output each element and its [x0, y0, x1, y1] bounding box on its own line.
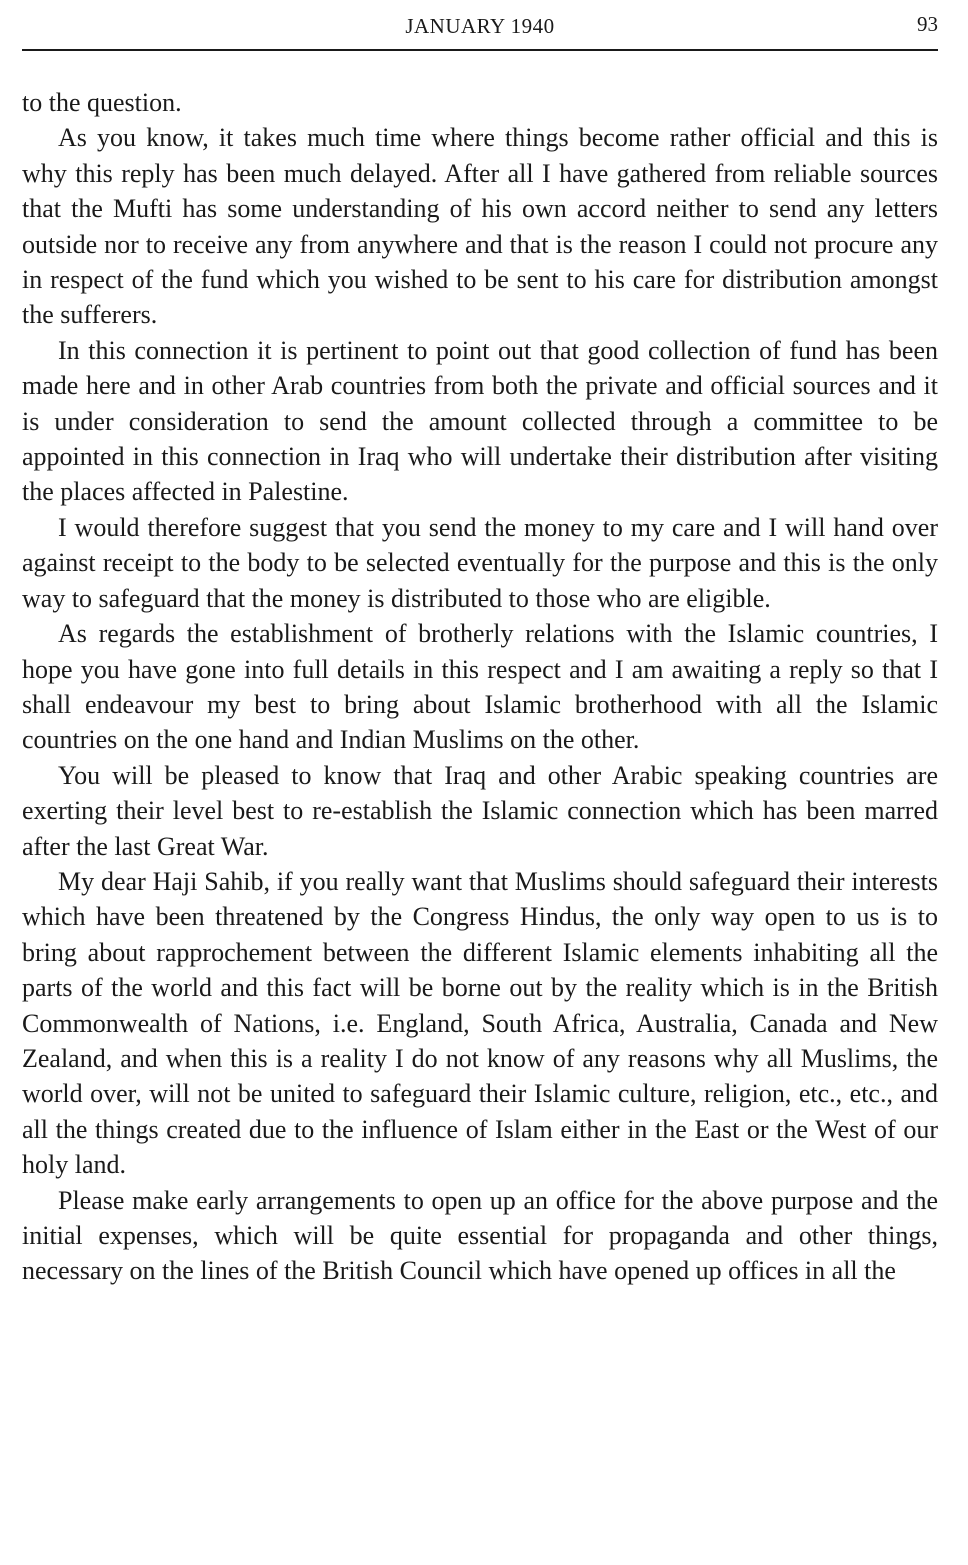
running-title: JANUARY 1940 — [405, 14, 555, 38]
paragraph: You will be pleased to know that Iraq and other Arabic speaking countries are exerting their level best to re-establish the Islamic connection which has been marred after the last Great War. — [22, 760, 938, 861]
header-rule — [22, 49, 938, 51]
paragraph: Please make early arrangements to open up an office for the above purpose and the initial expenses, which will be quite essential for propaganda and other things, necessary on the lines of the British Council which have opened up offices in all the — [22, 1185, 938, 1286]
paragraph: In this connection it is pertinent to point out that good collection of fund has been made here and in other Arab countries from both the private and official sources and it is under consideration to send the amount collected through a committee to be appointed in this connection in Iraq who will undertake their distribution after visiting the places affected in Palestine. — [22, 335, 938, 507]
paragraph: As you know, it takes much time where things become rather official and this is why this reply has been much delayed. After all I have gathered from reliable sources that the Mufti has some understanding of his own accord neither to send any letters outside nor to receive any from anywhere and that is the reason I could not procure any in respect of the fund which you wished to be sent to his care for distribution amongst the sufferers. — [22, 123, 938, 330]
paragraph: I would therefore suggest that you send the money to my care and I will hand over against receipt to the body to be selected eventually for the purpose and this is the only way to safeguard that the money is distributed to those who are eligible. — [22, 512, 938, 613]
paragraph-continued: to the question. — [22, 88, 182, 117]
paragraph: My dear Haji Sahib, if you really want that Muslims should safeguard their interests which have been threatened by the Congress Hindus, the only way open to us is to bring about rapprochement between the different Islamic elements inhabiting all the parts of the world and this fact will be borne out by the reality which is in the British Commonwealth of Nations, i.e. England, South Africa, Australia, Canada and New Zealand, and when this is a reality I do not know of any reasons why all Muslims, the world over, will not be united to safeguard their Islamic culture, religion, etc., etc., and all the things created due to the influence of Islam either in the East or the West of our holy land. — [22, 866, 938, 1180]
running-header — [22, 10, 938, 42]
page-number: 93 — [917, 12, 938, 36]
body-text — [22, 85, 938, 1289]
paragraph: As regards the establishment of brotherly relations with the Islamic countries, I hope you have gone into full details in this respect and I am awaiting a reply so that I shall endeavour my best to bring about Islamic brotherhood with all the Islamic countries on the one hand and Indian Muslims on the other. — [22, 619, 938, 755]
